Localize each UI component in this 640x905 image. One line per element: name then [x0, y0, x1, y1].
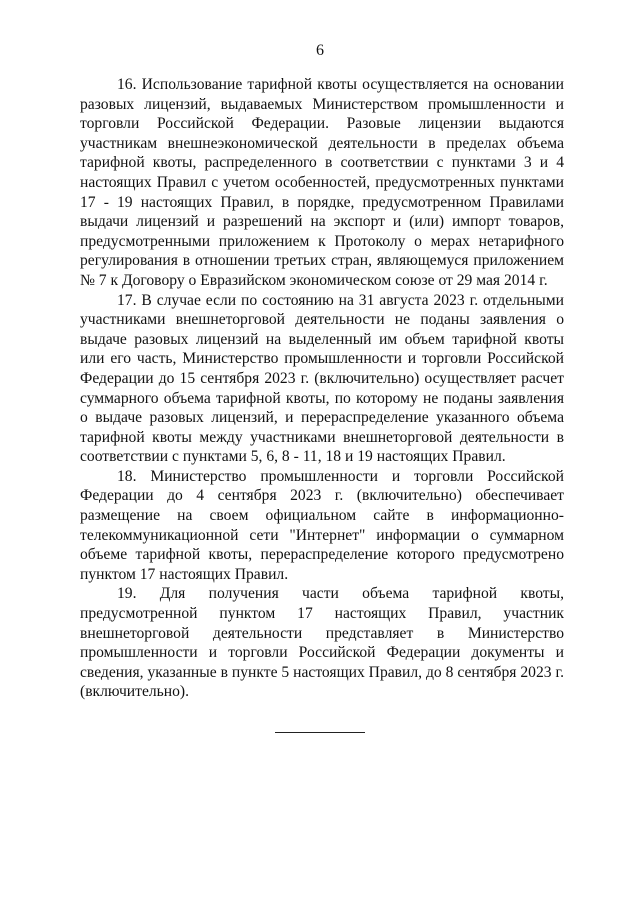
- paragraph-17: 17. В случае если по состоянию на 31 августа 2023 г. отдельными участниками внешнеторговой деятельности не поданы заявления о выдаче разовых лицензий на выделенный им объем тарифной квоты или его часть, Министерство промышленности и торговли Российской Федерации до 15 сентября 2023 г. (включительно) осуществляет расчет суммарного объема тарифной квоты, по которому не поданы заявления о выдаче разовых лицензий, и перераспределение указанного объема тарифной квоты между участниками внешнеторговой деятельности в соответствии с пунктами 5, 6, 8 - 11, 18 и 19 настоящих Правил.: [80, 291, 564, 466]
- paragraph-19: 19. Для получения части объема тарифной квоты, предусмотренной пунктом 17 настоящих Правил, участник внешнеторговой деятельности представляет в Министерство промышленности и торговли Российской Федерации документы и сведения, указанные в пункте 5 настоящих Правил, до 8 сентября 2023 г. (включительно).: [80, 585, 564, 701]
- paragraph-16: 16. Использование тарифной квоты осуществляется на основании разовых лицензий, выдаваемых Министерством промышленности и торговли Российской Федерации. Разовые лицензии выдаются участникам внешнеэкономической деятельности в пределах объема тарифной квоты, распределенного в соответствии с пунктами 3 и 4 настоящих Правил с учетом особенностей, предусмотренных пунктами 17 - 19 настоящих Правил, в порядке, предусмотренном Правилами выдачи лицензий и разрешений на экспорт и (или) импорт товаров, предусмотренными приложением к Протоколу о мерах нетарифного регулирования в отношении третьих стран, являющемуся приложением № 7 к Договору о Евразийском экономическом союзе от 29 мая 2014 г.: [80, 76, 564, 289]
- paragraph-18: 18. Министерство промышленности и торговли Российской Федерации до 4 сентября 2023 г. (включительно) обеспечивает размещение на своем официальном сайте в информационно-телекоммуникационной сети "Интернет" информации о суммарном объеме тарифной квоты, перераспределение которого предусмотрено пунктом 17 настоящих Правил.: [80, 467, 564, 583]
- end-of-document-rule: [275, 732, 365, 733]
- page-number: 6: [316, 42, 324, 59]
- document-body: [80, 75, 564, 702]
